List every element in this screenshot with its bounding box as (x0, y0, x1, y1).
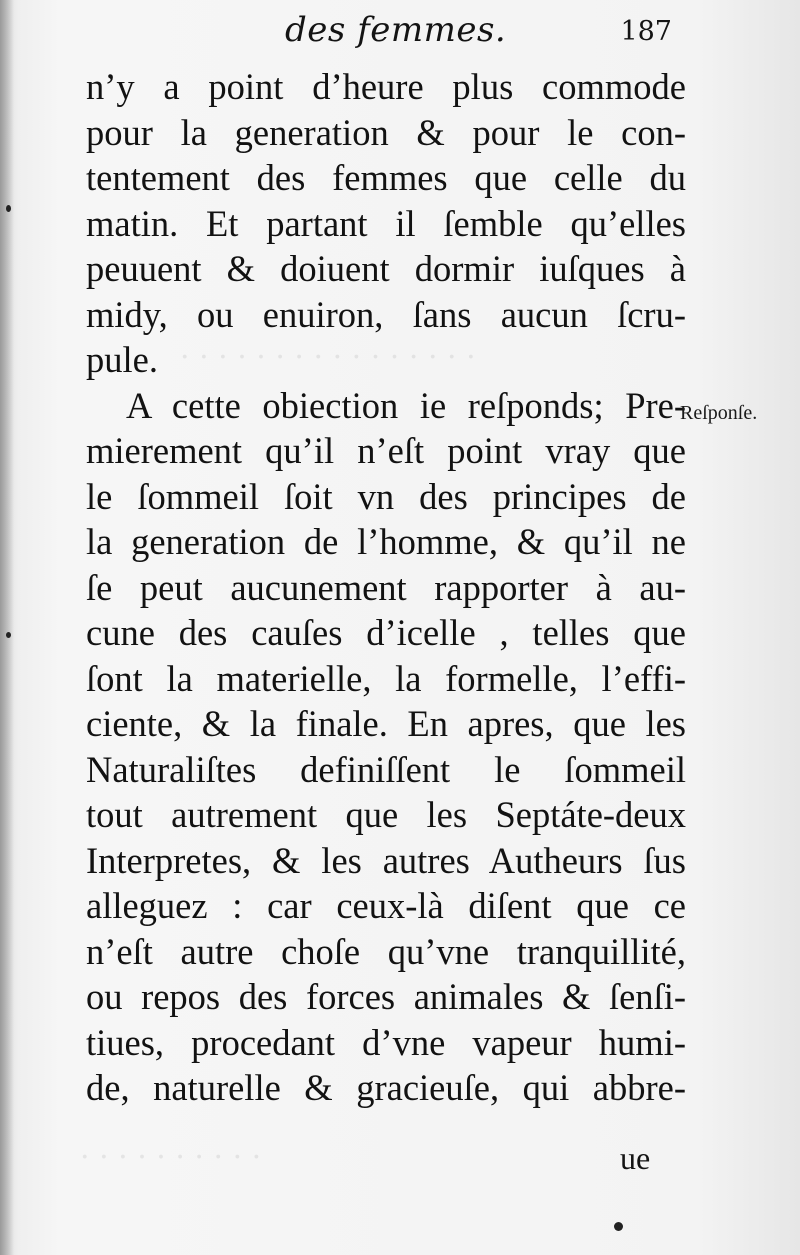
text-line: tentement des femmes que celle du (86, 157, 686, 198)
text-line: tiues, procedant d’vne vapeur humi- (86, 1021, 686, 1063)
text-line: mierement qu’il n’eſt point vray que (86, 430, 686, 471)
margin-note: Reſponſe. (680, 402, 758, 424)
text-line: alleguez : car ceux-là diſent que ce (86, 885, 686, 926)
text-line: midy, ou enuiron, ſans aucun ſcru- (86, 293, 686, 335)
text-line: ciente, & la finale. En apres, que les (86, 703, 686, 744)
gutter-shadow (0, 0, 14, 1255)
text-line: Naturaliſtes definiſſent le ſommeil (86, 748, 686, 790)
text-line: pule. (86, 339, 158, 380)
text-line: cune des cauſes d’icelle , telles que (86, 612, 686, 653)
text-line: tout autrement que les Septáte-deux (86, 794, 686, 835)
ink-speck (6, 632, 11, 638)
text-line: matin. Et partant il ſemble qu’elles (86, 202, 686, 244)
text-line: A cette obiection ie reſponds; Pre- (126, 384, 686, 426)
text-line: la generation de l’homme, & qu’il ne (86, 521, 686, 562)
page-number: 187 (620, 16, 672, 47)
catchword: ue (620, 1140, 651, 1176)
ink-speck (6, 205, 11, 212)
running-title: des femmes. (285, 10, 507, 50)
ink-speck (614, 1222, 623, 1231)
text-line: de, naturelle & gracieuſe, qui abbre- (86, 1067, 686, 1108)
show-through-text: · · · · · · · · · · (80, 1140, 262, 1175)
text-line: pour la generation & pour le con- (86, 111, 686, 153)
text-line: n’eſt autre choſe qu’vne tranquillité, (86, 930, 686, 972)
text-line: n’y a point d’heure plus commode (86, 66, 686, 107)
text-line: peuuent & doiuent dormir iuſques à (86, 248, 686, 289)
running-header (285, 10, 680, 60)
text-line: ſe peut aucunement rapporter à au- (86, 566, 686, 608)
text-line: ou repos des forces animales & ſenſi- (86, 976, 686, 1017)
text-line: ſont la materielle, la formelle, l’effi- (86, 657, 686, 699)
text-line: Interpretes, & les autres Autheurs ſus (86, 839, 686, 881)
body-text (86, 64, 686, 1111)
show-through-text: · · · · · · · · · · · · · · · · (180, 340, 476, 375)
text-line: le ſommeil ſoit vn des principes de (86, 475, 686, 517)
